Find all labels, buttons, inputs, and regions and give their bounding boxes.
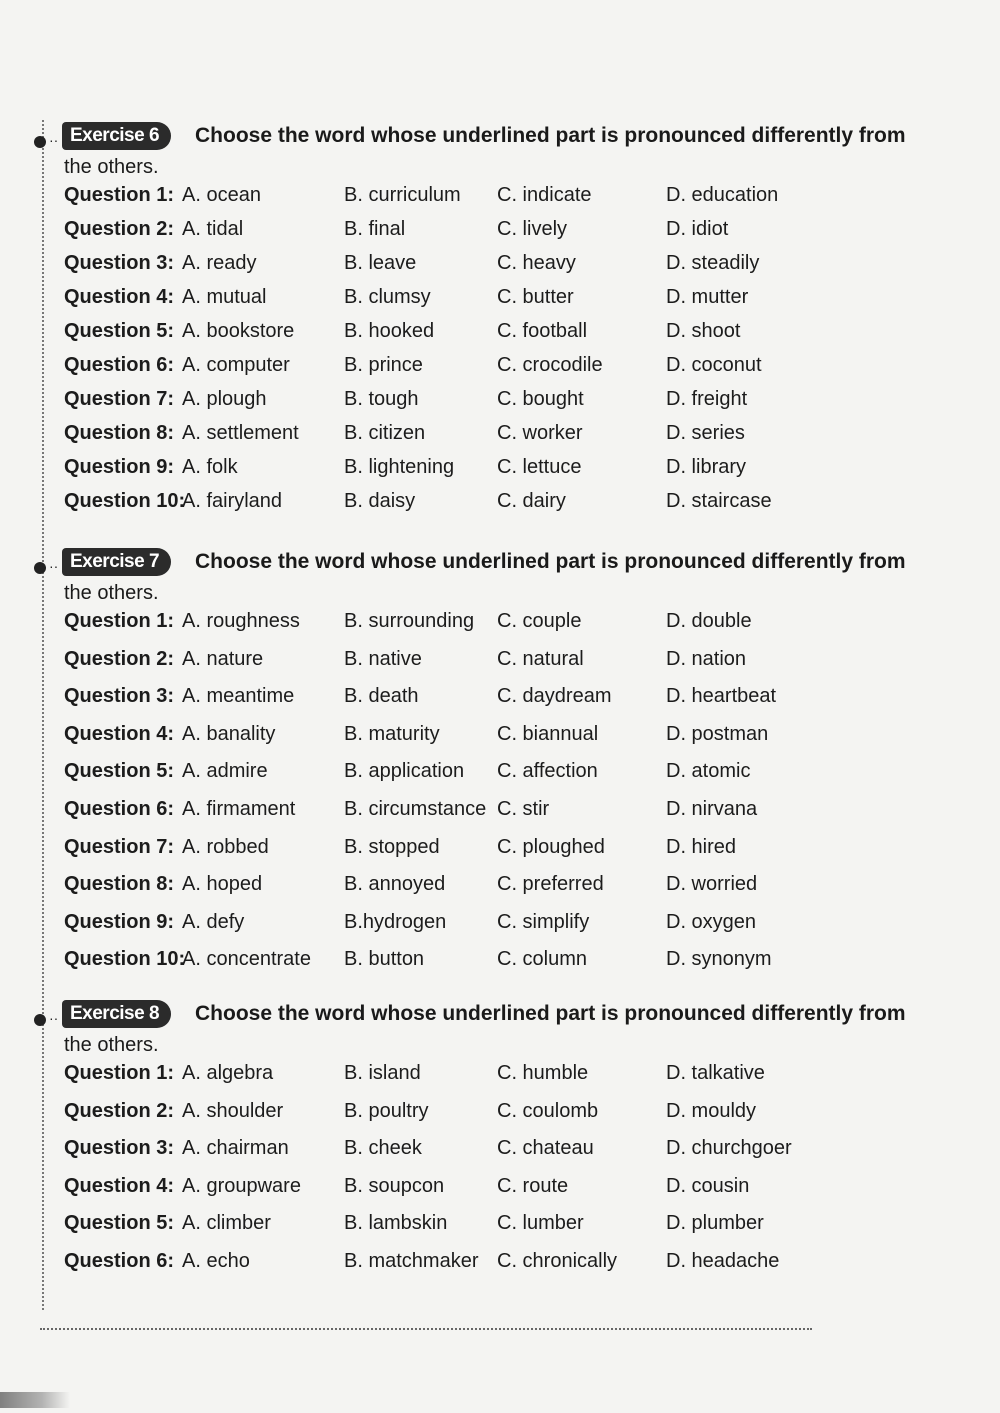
option-c: C. lumber [497,1212,584,1235]
option-d: D. plumber [666,1212,764,1235]
question-row [0,354,1000,388]
bullet-icon [34,562,46,574]
option-d: D. freight [666,388,748,410]
option-a: A. ready [182,252,257,274]
option-b: B. maturity [344,722,440,745]
option-a: A. roughness [182,610,300,632]
option-b: B. surrounding [344,610,475,632]
question-row [0,685,1000,723]
option-b: B. clumsy [344,286,431,308]
option-c: C. bought [497,388,584,410]
question-row [0,320,1000,354]
option-d: D. nation [666,647,747,670]
question-label: Question 9: [64,910,175,933]
question-row [0,1212,1000,1250]
question-label: Question 6: [64,1249,175,1272]
option-d: D. oxygen [666,910,757,933]
exercise-instruction: Choose the word whose underlined part is pronounced differently from [195,550,906,573]
option-a: A. firmament [182,797,296,820]
option-a: A. banality [182,722,276,745]
option-d: D. steadily [666,252,760,274]
exercise-badge: Exercise 8 [62,1000,171,1028]
option-b: B. button [344,948,425,971]
option-d: D. churchgoer [666,1137,792,1160]
option-a: A. ocean [182,184,261,206]
exercise-header [0,546,1000,610]
option-d: D. series [666,422,745,444]
exercise-badge: Exercise 7 [62,548,171,576]
option-c: C. ploughed [497,835,605,858]
question-row [0,836,1000,874]
option-c: C. football [497,320,588,342]
question-label: Question 1: [64,610,175,632]
option-a: A. plough [182,388,267,410]
exercise-instruction: Choose the word whose underlined part is pronounced differently from [195,124,906,147]
option-b: B. final [344,218,406,240]
question-label: Question 7: [64,388,175,410]
option-a: A. shoulder [182,1099,284,1122]
page-corner-shadow [0,1392,70,1408]
option-a: A. bookstore [182,320,295,342]
exercise-badge: Exercise 6 [62,122,171,150]
option-b: B. lambskin [344,1212,448,1235]
option-b: B. daisy [344,490,416,512]
question-label: Question 10: [64,948,186,971]
question-list [0,1062,1000,1288]
question-label: Question 3: [64,252,175,274]
option-a: A. computer [182,354,290,376]
question-label: Question 5: [64,320,175,342]
option-c: C. indicate [497,184,592,206]
question-row [0,648,1000,686]
option-c: C. affection [497,760,598,783]
question-label: Question 4: [64,722,175,745]
question-row [0,184,1000,218]
question-list [0,610,1000,986]
bullet-icon [34,1014,46,1026]
exercise-instruction-continued: the others. [64,156,159,178]
option-c: C. route [497,1174,569,1197]
exercise-header [0,998,1000,1062]
option-c: C. humble [497,1062,589,1084]
option-a: A. tidal [182,218,244,240]
question-row [0,1137,1000,1175]
question-label: Question 2: [64,218,175,240]
question-label: Question 2: [64,1099,175,1122]
option-c: C. coulomb [497,1099,599,1122]
option-c: C. worker [497,422,583,444]
option-d: D. idiot [666,218,729,240]
question-row [0,422,1000,456]
question-row [0,286,1000,320]
question-row [0,610,1000,648]
option-c: C. stir [497,797,550,820]
option-d: D. mouldy [666,1099,757,1122]
question-row [0,798,1000,836]
option-d: D. worried [666,873,758,896]
option-a: A. climber [182,1212,271,1235]
option-b: B. soupcon [344,1174,445,1197]
question-list [0,184,1000,524]
exercise-instruction-continued: the others. [64,582,159,604]
question-label: Question 3: [64,1137,175,1160]
option-a: A. echo [182,1249,250,1272]
option-d: D. double [666,610,752,632]
option-b: B. circumstance [344,797,487,820]
option-c: C. lettuce [497,456,582,478]
option-c: C. natural [497,647,584,670]
option-a: A. meantime [182,685,295,708]
question-label: Question 8: [64,873,175,896]
option-b: B. cheek [344,1137,422,1160]
option-a: A. algebra [182,1062,274,1084]
option-d: D. mutter [666,286,749,308]
option-a: A. mutual [182,286,267,308]
option-b: B. tough [344,388,419,410]
option-d: D. synonym [666,948,772,971]
option-b: B. prince [344,354,423,376]
option-c: C. column [497,948,588,971]
question-label: Question 5: [64,760,175,783]
option-d: D. postman [666,722,769,745]
question-row [0,1175,1000,1213]
exercise-6 [0,120,1000,524]
option-a: A. robbed [182,835,269,858]
question-label: Question 4: [64,286,175,308]
option-a: A. chairman [182,1137,289,1160]
question-row [0,490,1000,524]
option-c: C. dairy [497,490,566,512]
question-row [0,873,1000,911]
option-d: D. heartbeat [666,685,777,708]
option-c: C. chronically [497,1249,618,1272]
option-c: C. daydream [497,685,612,708]
option-b: B. application [344,760,465,783]
option-b: B. stopped [344,835,440,858]
option-c: C. simplify [497,910,590,933]
question-label: Question 5: [64,1212,175,1235]
question-row [0,723,1000,761]
option-b: B. annoyed [344,873,446,896]
option-c: C. couple [497,610,582,632]
question-label: Question 6: [64,354,175,376]
option-c: C. butter [497,286,574,308]
question-row [0,252,1000,286]
option-b: B. lightening [344,456,455,478]
option-b: B.hydrogen [344,910,447,933]
option-c: C. lively [497,218,568,240]
question-row [0,948,1000,986]
option-c: C. crocodile [497,354,603,376]
option-a: A. concentrate [182,948,311,971]
bullet-icon [34,136,46,148]
option-c: C. preferred [497,873,604,896]
option-a: A. admire [182,760,268,783]
option-a: A. settlement [182,422,299,444]
option-c: C. biannual [497,722,599,745]
question-label: Question 1: [64,1062,175,1084]
question-label: Question 4: [64,1174,175,1197]
option-a: A. hoped [182,873,263,896]
option-b: B. curriculum [344,184,461,206]
exercise-instruction: Choose the word whose underlined part is pronounced differently from [195,1002,906,1025]
question-row [0,1062,1000,1100]
option-b: B. citizen [344,422,426,444]
dots-icon: ·· [49,558,59,574]
option-c: C. chateau [497,1137,594,1160]
question-row [0,456,1000,490]
option-d: D. hired [666,835,737,858]
question-label: Question 9: [64,456,175,478]
question-label: Question 7: [64,835,175,858]
question-row [0,388,1000,422]
exercise-header [0,120,1000,184]
question-label: Question 1: [64,184,175,206]
option-a: A. groupware [182,1174,301,1197]
exercise-instruction-continued: the others. [64,1034,159,1056]
exercise-7 [0,546,1000,986]
question-row [0,760,1000,798]
option-d: D. nirvana [666,797,758,820]
option-d: D. headache [666,1249,780,1272]
option-a: A. fairyland [182,490,283,512]
dots-icon: ·· [49,1010,59,1026]
bottom-dotted-rule [40,1328,812,1330]
option-d: D. cousin [666,1174,750,1197]
question-row [0,1250,1000,1288]
option-d: D. staircase [666,490,772,512]
option-d: D. education [666,184,779,206]
option-d: D. atomic [666,760,751,783]
exercise-8 [0,998,1000,1288]
option-a: A. folk [182,456,238,478]
dots-icon: ·· [49,132,59,148]
option-d: D. shoot [666,320,741,342]
option-b: B. native [344,647,422,670]
option-b: B. death [344,685,419,708]
question-row [0,911,1000,949]
option-b: B. hooked [344,320,435,342]
question-label: Question 6: [64,797,175,820]
option-b: B. matchmaker [344,1249,479,1272]
option-d: D. talkative [666,1062,765,1084]
option-a: A. nature [182,647,264,670]
question-label: Question 8: [64,422,175,444]
question-row [0,1100,1000,1138]
question-label: Question 2: [64,647,175,670]
option-a: A. defy [182,910,245,933]
option-d: D. coconut [666,354,762,376]
option-b: B. poultry [344,1099,429,1122]
option-b: B. island [344,1062,421,1084]
option-b: B. leave [344,252,417,274]
question-label: Question 3: [64,685,175,708]
question-label: Question 10: [64,490,186,512]
option-c: C. heavy [497,252,576,274]
option-d: D. library [666,456,747,478]
question-row [0,218,1000,252]
